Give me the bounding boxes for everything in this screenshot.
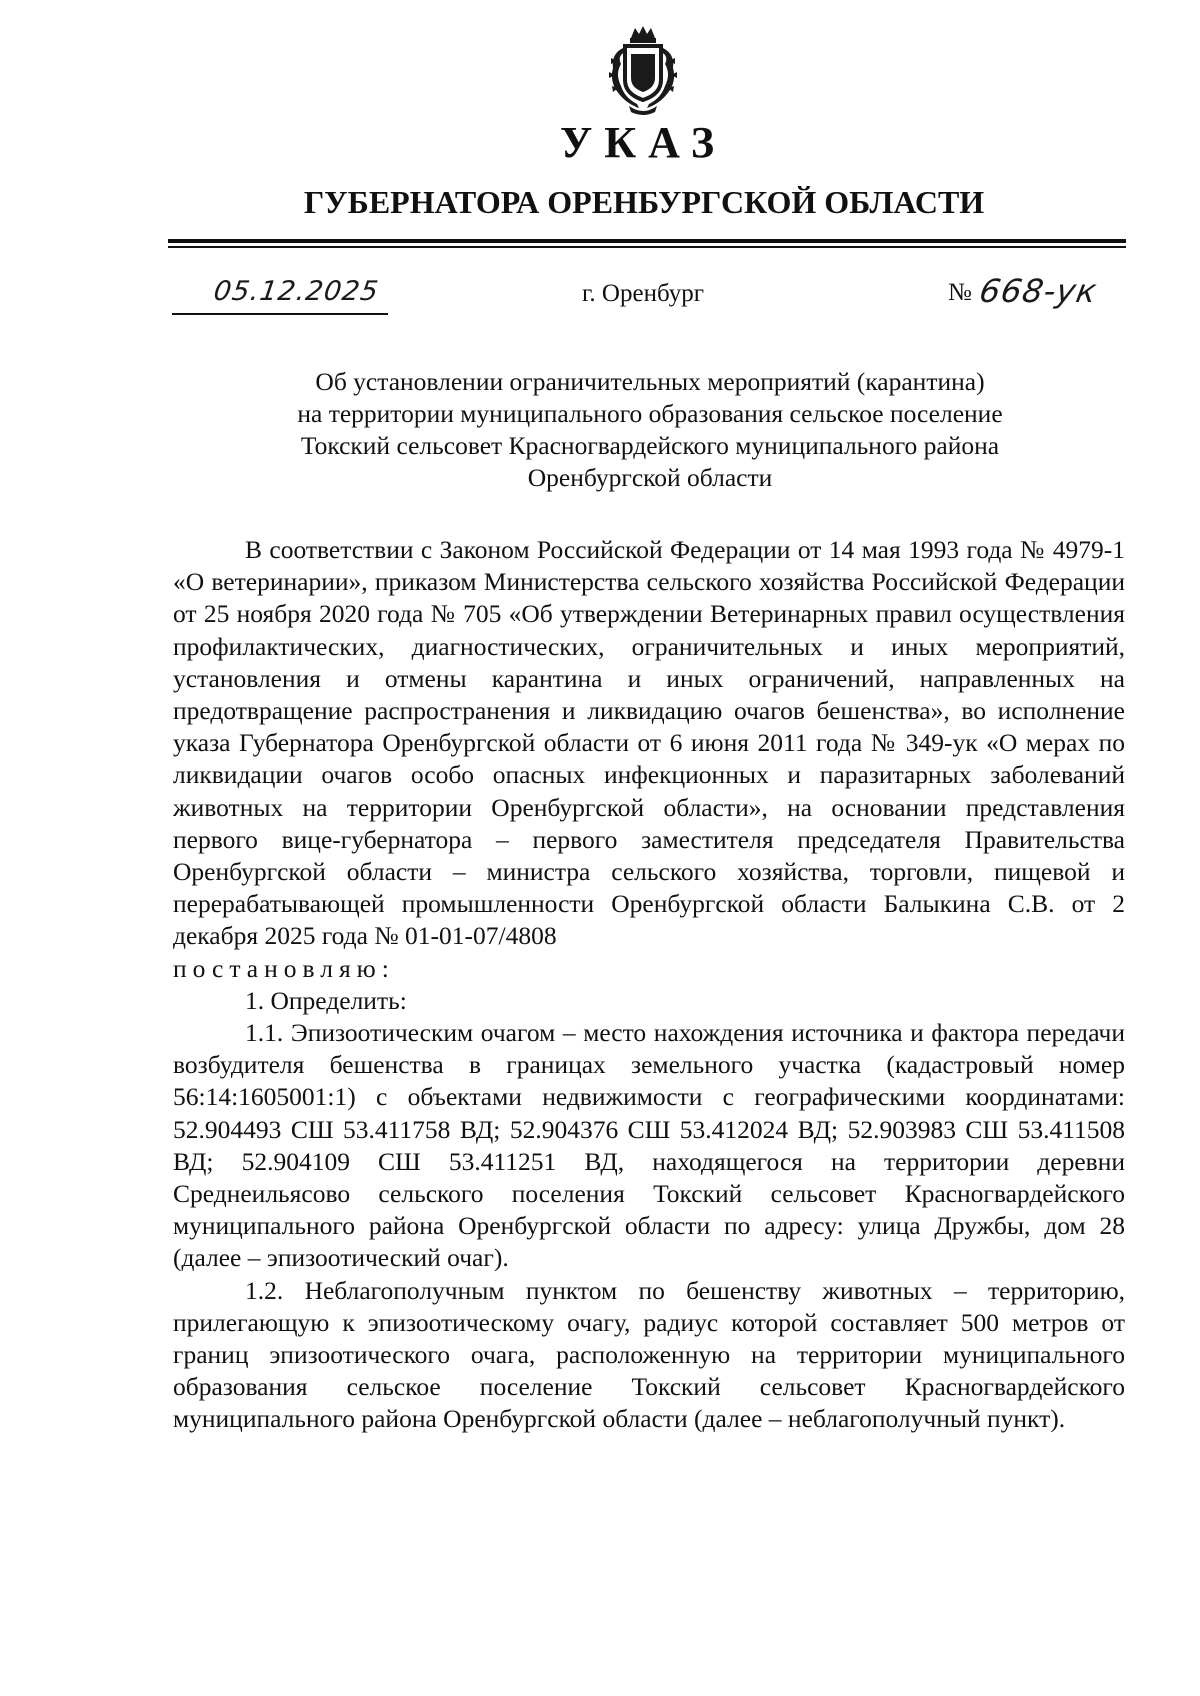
document-body — [173, 534, 1125, 1436]
document-title — [180, 366, 1120, 494]
number-sign: № — [948, 279, 972, 306]
header-double-rule-thin — [168, 246, 1126, 248]
title-line: на территории муниципального образования сельское поселение — [297, 399, 1003, 428]
item-1-2: 1.2. Неблагополучным пунктом по бешенству животных – территорию, прилегающую к эпизоотическому очагу, радиус которой составляет 500 метров от границ эпизоотического очага, расположенную на территории муниципального образования сельское поселение Токский сельсовет Красногвардейского муниципального района Оренбургской области (далее – неблагополучный пункт). — [173, 1275, 1125, 1434]
date-underline — [172, 313, 388, 315]
header-double-rule-thick — [168, 239, 1126, 243]
issuing-authority-heading: ГУБЕРНАТОРА ОРЕНБУРГСКОЙ ОБЛАСТИ — [303, 184, 985, 220]
item-1: 1. Определить: — [245, 985, 407, 1015]
preamble-paragraph: В соответствии с Законом Российской Федерации от 14 мая 1993 года № 4979-1 «О ветеринарии», приказом Министерства сельского хозяйства Российской Федерации от 25 ноября 2020 года № 705 «Об утверждении Ветеринарных правил осуществления профилактических, диагностических, ограничительных и иных мероприятий, установления и отмены карантина и иных ограничений, направленных на предотвращение распространения и ликвидацию очагов бешенства», во исполнение указа Губернатора Оренбургской области от 6 июня 2011 года № 349-ук «О мерах по ликвидации очагов особо опасных инфекционных и паразитарных заболеваний животных на территории Оренбургской области», на основании представления первого вице-губернатора – первого заместителя председателя Правительства Оренбургской области – министра сельского хозяйства, торговли, пищевой и перерабатывающей промышленности Оренбургской области Балыкина С.В. от 2 декабря 2025 года № 01-01-07/4808 — [173, 535, 1125, 951]
title-line: Токский сельсовет Красногвардейского муниципального района — [300, 431, 1000, 460]
handwritten-document-number: 668-ук — [976, 272, 1101, 310]
city-label: г. Оренбург — [582, 280, 704, 307]
document-type-heading: УКАЗ — [559, 118, 727, 167]
coat-of-arms-emblem — [603, 24, 683, 116]
title-line: Оренбургской области — [527, 463, 773, 492]
handwritten-date: 05.12.2025 — [211, 276, 381, 307]
title-line: Об установлении ограничительных мероприятий (карантина) — [315, 367, 985, 396]
item-1-1: 1.1. Эпизоотическим очагом – место нахождения источника и фактора передачи возбудителя бешенства в границах земельного участка (кадастровый номер 56:14:1605001:1) с объектами недвижимости с географическими координатами: 52.904493 СШ 53.411758 ВД; 52.904376 СШ 53.412024 ВД; 52.903983 СШ 53.411508 ВД; 52.904109 СШ 53.411251 ВД, находящегося на территории деревни Среднеильясово сельского поселения Токский сельсовет Красногвардейского муниципального района Оренбургской области по адресу: улица Дружбы, дом 28 (далее – эпизоотический очаг). — [173, 1018, 1125, 1273]
decree-word: постановляю: — [173, 953, 395, 983]
